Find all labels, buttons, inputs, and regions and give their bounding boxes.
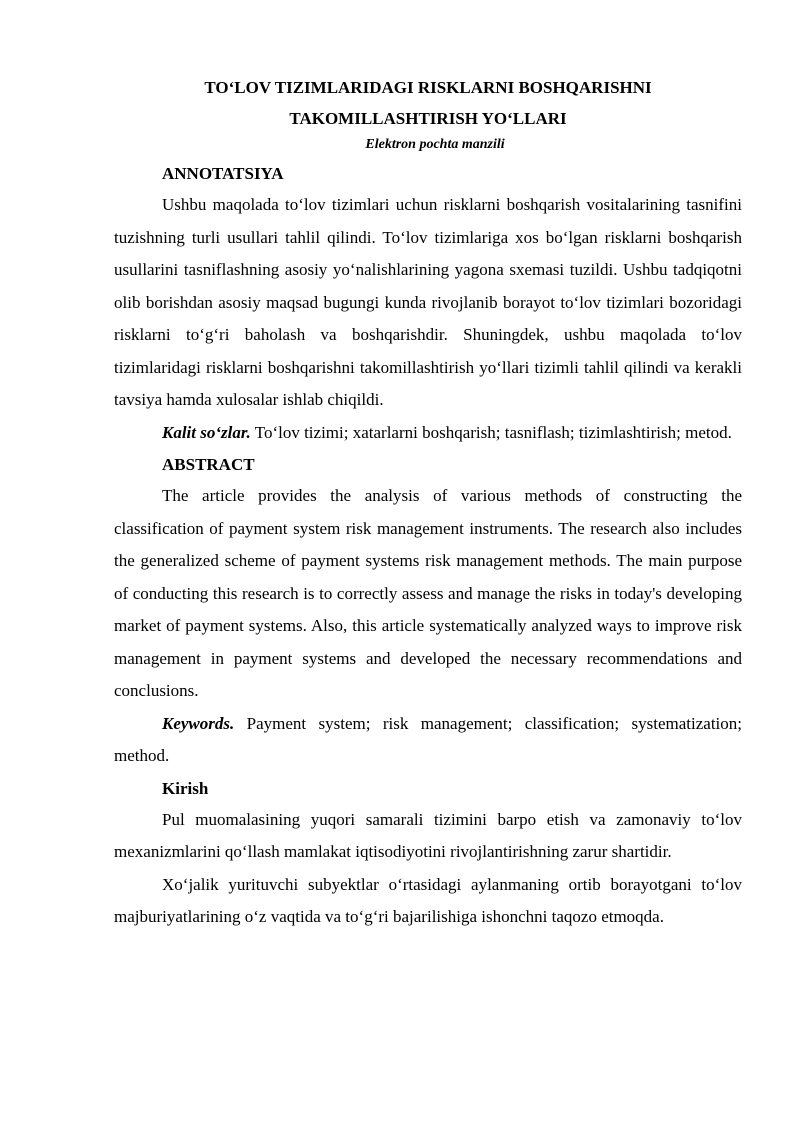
intro-paragraph-1: Pul muomalasining yuqori samarali tizimini barpo etish va zamonaviy to‘lov mexanizmlarini qo‘llash mamlakat iqtisodiyotini rivojlantirishning zarur shartidir. <box>114 809 742 861</box>
annotation-keywords-text: To‘lov tizimi; xatarlarni boshqarish; tasniflash; tizimlashtirish; metod. <box>250 422 732 442</box>
email-label: Elektron pochta manzili <box>365 137 505 152</box>
annotation-heading: ANNOTATSIYA <box>162 164 284 183</box>
title-line-1: TO‘LOV TIZIMLARIDAGI RISKLARNI BOSHQARISHNI <box>204 78 652 97</box>
abstract-keywords <box>114 708 742 773</box>
abstract-keywords-label: Keywords. <box>162 713 235 733</box>
annotation-text: Ushbu maqolada to‘lov tizimlari uchun risklarni boshqarish vositalarining tasnifini tuzishning turli usullari tahlil qilindi. To‘lov tizimlariga xos bo‘lgan risklarni boshqarish usullarini tasniflashning asosiy yo‘nalishlarining yagona sxemasi tuzildi. Ushbu tadqiqotni olib borishdan asosiy maqsad bugungi kunda rivojlanib borayot to‘lov tizimlari bozoridagi risklarni to‘g‘ri baholash va boshqarishdir. Shuningdek, ushbu maqolada to‘lov tizimlaridagi risklarni boshqarishni takomillashtirish yo‘llari tizimli tahlil qilindi va kerakli tavsiya hamda xulosalar ishlab chiqildi. <box>114 195 742 409</box>
intro-heading: Kirish <box>162 778 209 798</box>
abstract-keywords-text: Payment system; risk management; classification; systematization; method. <box>114 713 742 765</box>
document-page <box>114 72 742 934</box>
intro-paragraph-2: Xo‘jalik yurituvchi subyektlar o‘rtasidagi aylanmaning ortib borayotgani to‘lov majburiyatlarining o‘z vaqtida va to‘g‘ri bajarilishiga ishonchni taqozo etmoqda. <box>114 874 742 926</box>
title-line-2: TAKOMILLASHTIRISH YO‘LLARI <box>289 109 567 128</box>
annotation-keywords <box>114 417 742 450</box>
paper-title <box>114 72 742 134</box>
abstract-text: The article provides the analysis of various methods of constructing the classification of payment system risk management instruments. The research also includes the generalized scheme of payment systems risk management methods. The main purpose of conducting this research is to correctly assess and manage the risks in today's developing market of payment systems. Also, this article systematically analyzed ways to improve risk management in payment systems and developed the necessary recommendations and conclusions. <box>114 486 742 700</box>
abstract-heading: ABSTRACT <box>162 455 255 474</box>
annotation-keywords-label: Kalit so‘zlar. <box>162 422 251 442</box>
